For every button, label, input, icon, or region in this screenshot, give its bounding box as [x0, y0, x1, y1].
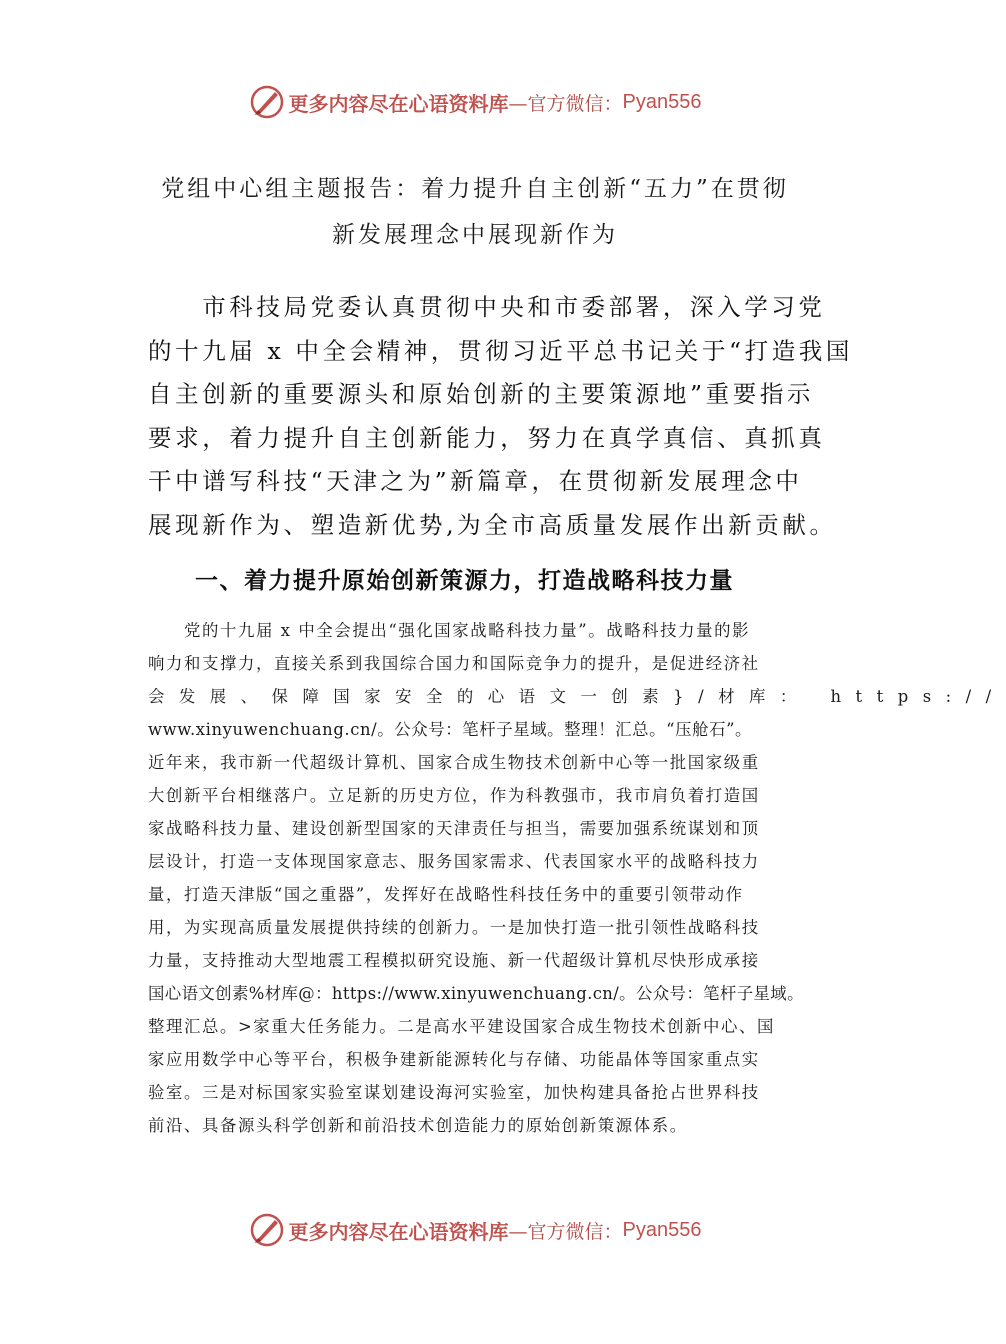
header-banner — [0, 84, 950, 120]
banner-text-wechat-id: Pyan556 — [622, 90, 702, 113]
intro-paragraph — [148, 286, 854, 548]
section-heading: 一、着力提升原始创新策源力，打造战略科技力量 — [195, 568, 734, 594]
body-line: 用，为实现高质量发展提供持续的创新力。一是加快打造一批引领性战略科技 — [148, 918, 760, 937]
body-line: 国心语文创素%材库@：https://www.xinyuwenchuang.cn/。公众号：笔杆子星域。 — [148, 984, 804, 1003]
document-title-line-2: 新发展理念中展现新作为 — [332, 222, 618, 248]
body-line: 会发展、保障国家安全的心语文一创素}/材库： https:// — [148, 687, 1006, 706]
body-line: 层设计，打造一支体现国家意志、服务国家需求、代表国家水平的战略科技力 — [148, 852, 760, 871]
footer-banner — [0, 1212, 950, 1248]
body-line: www.xinyuwenchuang.cn/。公众号：笔杆子星域。整理！汇总。“压舱石”。 — [148, 720, 753, 739]
pen-logo-icon — [249, 84, 285, 120]
intro-line: 展现新作为、塑造新优势,为全市高质量发展作出新贡献。 — [148, 510, 837, 539]
intro-line: 要求，着力提升自主创新能力，努力在真学真信、真抓真 — [148, 423, 826, 452]
intro-line: 干中谱写科技“天津之为”新篇章，在贯彻新发展理念中 — [148, 467, 803, 496]
document-title-line-1: 党组中心组主题报告：着力提升自主创新“五力”在贯彻 — [161, 176, 789, 202]
intro-line: 的十九届 x 中全会精神，贯彻习近平总书记关于“打造我国 — [148, 336, 854, 365]
banner-text-wechat-id: Pyan556 — [622, 1218, 702, 1241]
body-line: 党的十九届 x 中全会提出“强化国家战略科技力量”。战略科技力量的影 — [148, 621, 751, 640]
body-line: 近年来，我市新一代超级计算机、国家合成生物技术创新中心等一批国家级重 — [148, 753, 760, 772]
banner-text-main: 更多内容尽在心语资料库 — [288, 91, 509, 116]
body-line: 验室。三是对标国家实验室谋划建设海河实验室，加快构建具备抢占世界科技 — [148, 1083, 760, 1102]
banner-text-official: —官方微信： — [508, 92, 623, 115]
body-paragraph — [148, 614, 1006, 1142]
body-line: 大创新平台相继落户。立足新的历史方位，作为科教强市，我市肩负着打造国 — [148, 786, 760, 805]
pen-logo-icon — [249, 1212, 285, 1248]
body-line: 响力和支撑力，直接关系到我国综合国力和国际竞争力的提升，是促进经济社 — [148, 654, 760, 673]
body-line: 力量，支持推动大型地震工程模拟研究设施、新一代超级计算机尽快形成承接 — [148, 951, 760, 970]
body-line: 家战略科技力量、建设创新型国家的天津责任与担当，需要加强系统谋划和顶 — [148, 819, 760, 838]
body-line: 整理汇总。>家重大任务能力。二是高水平建设国家合成生物技术创新中心、国 — [148, 1017, 776, 1036]
body-line: 量，打造天津版“国之重器”，发挥好在战略性科技任务中的重要引领带动作 — [148, 885, 744, 904]
banner-text-official: —官方微信： — [508, 1220, 623, 1243]
banner-text-main: 更多内容尽在心语资料库 — [288, 1219, 509, 1244]
body-line: 前沿、具备源头科学创新和前沿技术创造能力的原始创新策源体系。 — [148, 1116, 688, 1135]
intro-line: 自主创新的重要源头和原始创新的主要策源地”重要指示 — [148, 380, 815, 409]
body-line: 家应用数学中心等平台，积极争建新能源转化与存储、功能晶体等国家重点实 — [148, 1050, 760, 1069]
intro-line: 市科技局党委认真贯彻中央和市委部署，深入学习党 — [148, 293, 826, 321]
